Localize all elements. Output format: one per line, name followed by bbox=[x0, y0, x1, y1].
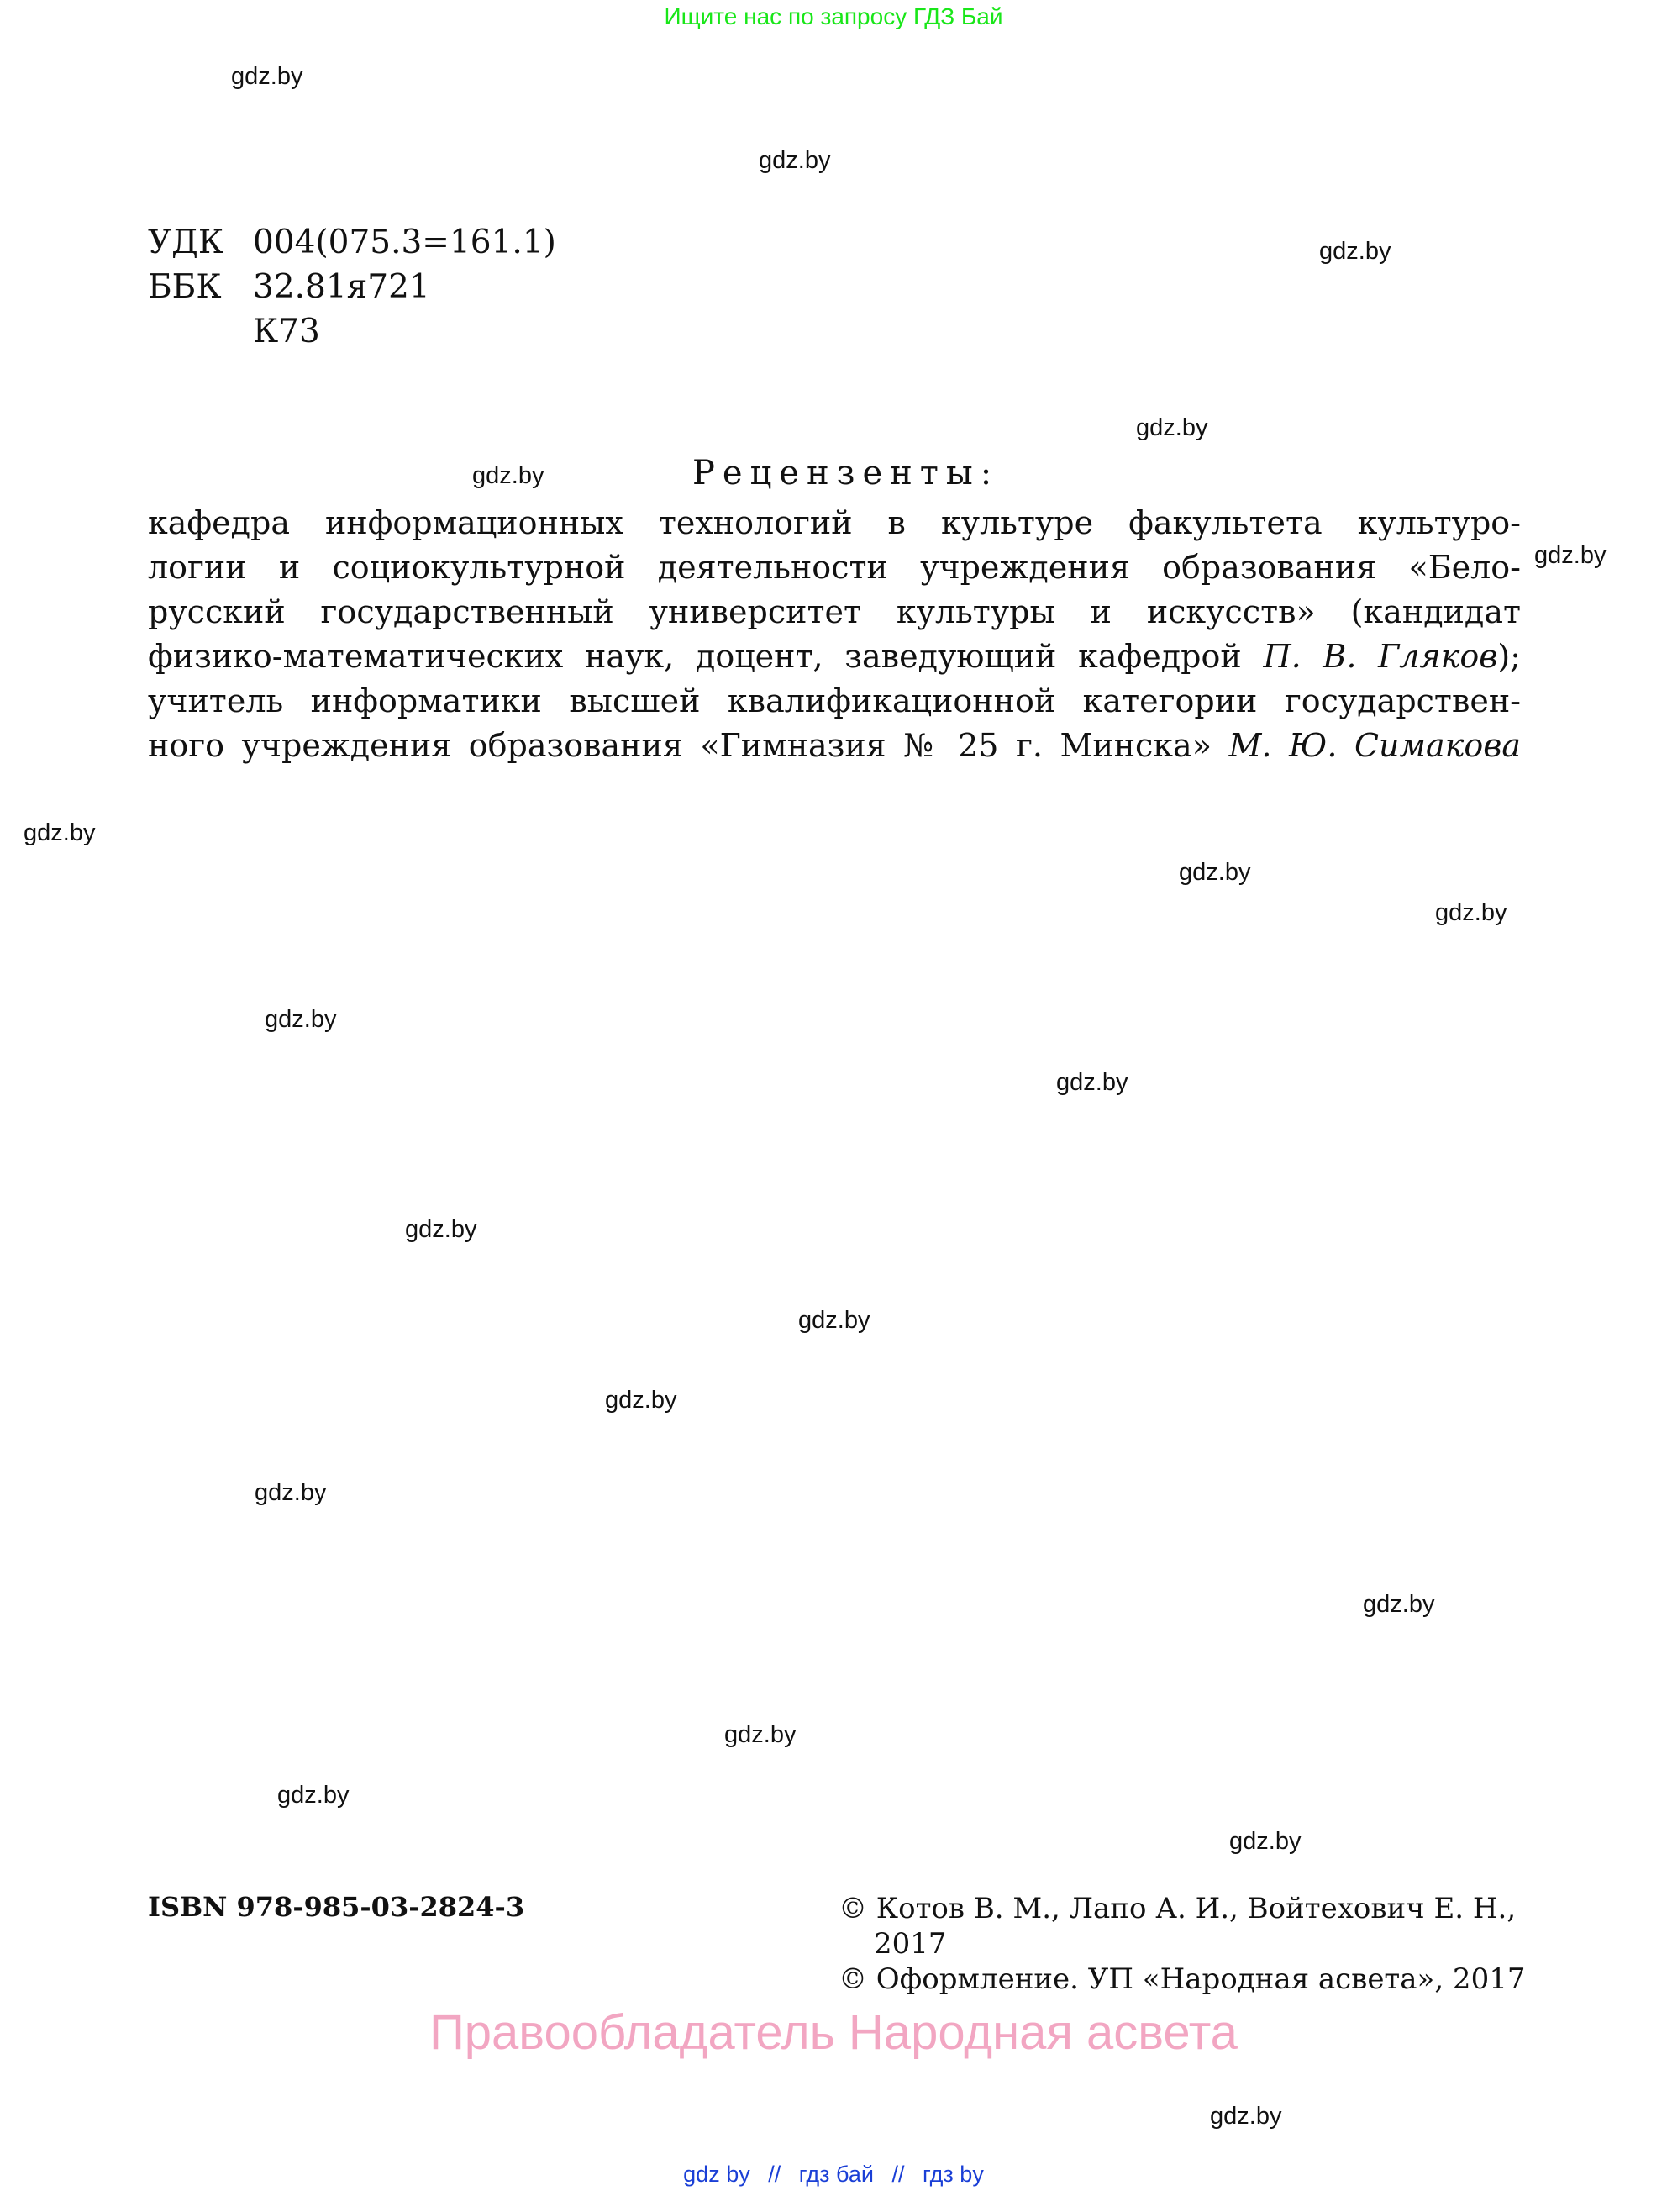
bibliographic-block bbox=[148, 220, 556, 354]
reviewers-line bbox=[148, 635, 1521, 679]
watermark-gdz-by: gdz.by bbox=[405, 1216, 477, 1243]
reviewers-heading: Рецензенты: bbox=[692, 454, 1000, 492]
watermark-gdz-by: gdz.by bbox=[605, 1387, 677, 1414]
bbk-value: 32.81я721 bbox=[253, 268, 430, 306]
watermark-gdz-by: gdz.by bbox=[1210, 2103, 1282, 2130]
rights-holder-notice: Правообладатель Народная асвета bbox=[429, 2005, 1238, 2060]
watermark-gdz-by: gdz.by bbox=[759, 147, 831, 174]
watermark-gdz-by: gdz.by bbox=[277, 1782, 350, 1809]
reviewer-affiliation: физико-математических наук, доцент, заведующий кафедрой bbox=[148, 638, 1264, 675]
footer-link-gdz-bai[interactable]: гдз бай bbox=[798, 2162, 874, 2187]
reviewers-line bbox=[148, 724, 1521, 768]
watermark-gdz-by: gdz.by bbox=[1363, 1591, 1435, 1618]
search-banner: Ищите нас по запросу ГДЗ Бай bbox=[664, 3, 1003, 29]
watermark-gdz-by: gdz.by bbox=[1056, 1069, 1128, 1096]
watermark-gdz-by: gdz.by bbox=[1179, 859, 1251, 886]
copyright-year: 2017 bbox=[874, 1927, 947, 1961]
bbk-label: ББК bbox=[148, 268, 222, 306]
watermark-gdz-by: gdz.by bbox=[724, 1721, 797, 1748]
footer-links bbox=[0, 2162, 1667, 2188]
isbn: ISBN 978-985-03-2824-3 bbox=[148, 1891, 525, 1923]
reviewers-line: кафедра информационных технологий в культуре факультета культуро- bbox=[148, 504, 1521, 541]
watermark-gdz-by: gdz.by bbox=[1319, 238, 1391, 265]
author-mark-row bbox=[148, 309, 556, 354]
reviewer-affiliation: ного учреждения образования «Гимназия № 25 г. Минска» bbox=[148, 727, 1229, 764]
author-mark: К73 bbox=[253, 313, 320, 350]
udk-value: 004(075.3=161.1) bbox=[253, 224, 556, 261]
watermark-gdz-by: gdz.by bbox=[472, 462, 544, 489]
reviewers-line: русский государственный университет культуры и искусств» (кандидат bbox=[148, 593, 1521, 630]
watermark-gdz-by: gdz.by bbox=[24, 819, 96, 846]
watermark-gdz-by: gdz.by bbox=[798, 1307, 870, 1334]
reviewers-line: логии и социокультурной деятельности учреждения образования «Бело- bbox=[148, 549, 1521, 586]
footer-link-gdz-by-cyr[interactable]: гдз by bbox=[923, 2162, 984, 2187]
separator: // bbox=[891, 2162, 905, 2187]
reviewer-name-simakova: М. Ю. Симакова bbox=[1228, 727, 1521, 764]
punctuation: ); bbox=[1497, 638, 1521, 675]
copyright-design: © Оформление. УП «Народная асвета», 2017 bbox=[839, 1962, 1526, 1996]
udk-row bbox=[148, 220, 556, 265]
watermark-gdz-by: gdz.by bbox=[1229, 1828, 1302, 1855]
reviewers-text bbox=[148, 501, 1521, 768]
reviewers-line: учитель информатики высшей квалификационной категории государствен- bbox=[148, 682, 1521, 719]
bbk-row bbox=[148, 265, 556, 309]
watermark-gdz-by: gdz.by bbox=[231, 63, 303, 90]
copyright-block bbox=[839, 1891, 1525, 1997]
watermark-gdz-by: gdz.by bbox=[1534, 542, 1607, 569]
udk-label: УДК bbox=[148, 224, 224, 261]
reviewer-name-glyakov: П. В. Гляков bbox=[1263, 638, 1498, 675]
footer-link-gdz-by[interactable]: gdz by bbox=[683, 2162, 750, 2187]
watermark-gdz-by: gdz.by bbox=[1435, 899, 1507, 926]
copyright-authors: © Котов В. М., Лапо А. И., Войтехович Е. Н., bbox=[839, 1892, 1517, 1925]
watermark-gdz-by: gdz.by bbox=[1136, 414, 1208, 441]
watermark-gdz-by: gdz.by bbox=[265, 1006, 337, 1033]
watermark-gdz-by: gdz.by bbox=[255, 1479, 327, 1506]
separator: // bbox=[768, 2162, 781, 2187]
